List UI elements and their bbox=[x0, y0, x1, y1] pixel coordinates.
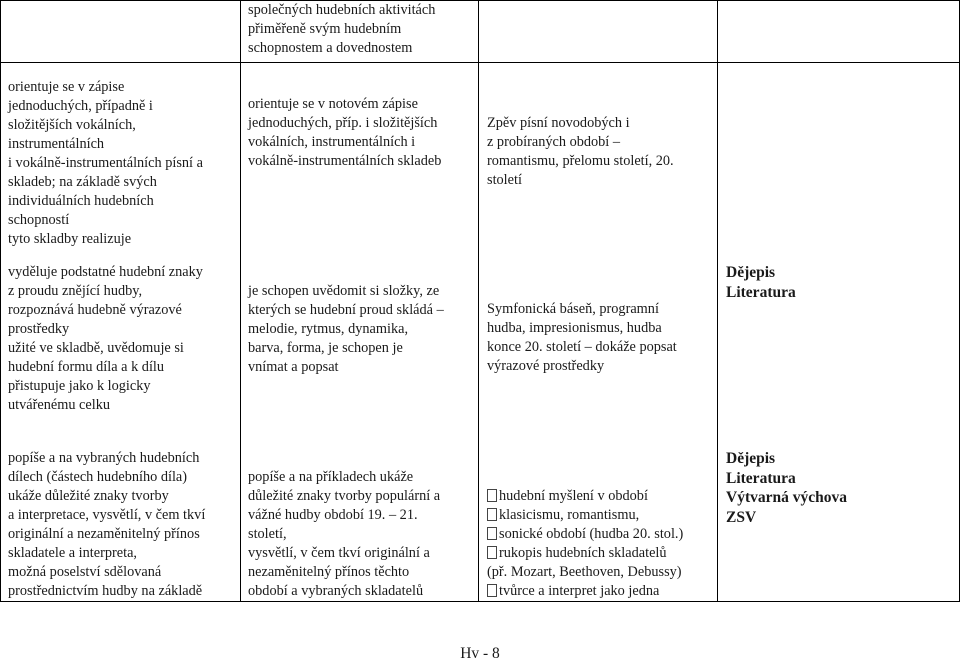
cell-line: vnímat a popsat bbox=[248, 359, 339, 375]
column-border bbox=[240, 0, 241, 602]
cell-line: Literatura bbox=[726, 469, 796, 487]
cell-line: tyto skladby realizuje bbox=[8, 231, 132, 247]
cell-line: společných hudebních aktivitách bbox=[248, 2, 436, 18]
table-cell bbox=[248, 1, 476, 58]
cell-line: ZSV bbox=[726, 508, 757, 526]
cell-line: vážné hudby období 19. – 21. bbox=[248, 507, 418, 523]
cell-line: skladatele a interpreta, bbox=[8, 545, 138, 561]
table-top-border bbox=[0, 0, 960, 1]
cell-line: jednoduchých, případně i bbox=[8, 98, 153, 114]
table-cell bbox=[726, 449, 956, 527]
cell-line: nezaměnitelný přínos těchto bbox=[248, 564, 410, 580]
cell-line: konce 20. století – dokáže popsat bbox=[487, 339, 677, 355]
cell-line: orientuje se v notovém zápise bbox=[248, 96, 418, 112]
cell-line: Literatura bbox=[726, 283, 796, 301]
bullet-box-icon bbox=[487, 508, 497, 521]
table-cell bbox=[248, 468, 476, 601]
bullet-box-icon bbox=[487, 527, 497, 540]
cell-line: vokálních, instrumentálních i bbox=[248, 134, 416, 150]
cell-line: kterých se hudební proud skládá – bbox=[248, 302, 444, 318]
cell-line: přiměřeně svým hudebním bbox=[248, 21, 402, 37]
cell-line: století bbox=[487, 172, 522, 188]
cell-line: důležité znaky tvorby populární a bbox=[248, 488, 441, 504]
cell-line: století, bbox=[248, 526, 287, 542]
cell-line: vysvětlí, v čem tkví originální a bbox=[248, 545, 430, 561]
cell-line: Výtvarná výchova bbox=[726, 489, 847, 506]
cell-line: z probíraných období – bbox=[487, 134, 621, 150]
cell-line: prostředky bbox=[8, 321, 70, 337]
cell-line: schopnostem a dovednostem bbox=[248, 40, 413, 56]
cell-line: dílech (částech hudebního díla) bbox=[8, 469, 188, 485]
table-cell bbox=[726, 263, 956, 302]
table-cell bbox=[487, 114, 715, 190]
cell-line: melodie, rytmus, dynamika, bbox=[248, 321, 409, 337]
bullet-box-icon bbox=[487, 489, 497, 502]
bullet-box-icon bbox=[487, 584, 497, 597]
cell-line: ukáže důležité znaky tvorby bbox=[8, 488, 169, 504]
row-separator bbox=[0, 62, 960, 63]
cell-line: rozpoznává hudebně výrazové bbox=[8, 302, 182, 318]
column-border bbox=[0, 0, 1, 602]
cell-line: Symfonická báseň, programní bbox=[487, 301, 659, 317]
cell-line: schopností bbox=[8, 212, 70, 228]
cell-line: utvářenému celku bbox=[8, 397, 111, 413]
list-item: rukopis hudebních skladatelů bbox=[487, 544, 715, 563]
cell-line: instrumentálních bbox=[8, 136, 105, 152]
cell-line: prostřednictvím hudby na základě bbox=[8, 583, 203, 599]
table-cell bbox=[248, 282, 476, 377]
cell-line: individuálních hudebních bbox=[8, 193, 154, 209]
cell-line: hudba, impresionismus, hudba bbox=[487, 320, 662, 336]
cell-line: romantismu, přelomu století, 20. bbox=[487, 153, 674, 169]
cell-line: jednoduchých, příp. i složitějších bbox=[248, 115, 438, 131]
cell-line: výrazové prostředky bbox=[487, 358, 605, 374]
cell-line: i vokálně-instrumentálních písní a bbox=[8, 155, 203, 171]
cell-line: vokálně-instrumentálních skladeb bbox=[248, 153, 442, 169]
column-border bbox=[717, 0, 718, 602]
list-item: sonické období (hudba 20. stol.) bbox=[487, 525, 715, 544]
table-cell bbox=[487, 300, 715, 376]
cell-line: Dějepis bbox=[726, 450, 776, 467]
cell-line: vyděluje podstatné hudební znaky bbox=[8, 264, 203, 280]
cell-line: originální a nezaměnitelný přínos bbox=[8, 526, 200, 542]
cell-line: (př. Mozart, Beethoven, Debussy) bbox=[487, 564, 682, 580]
cell-line: přistupuje jako k logicky bbox=[8, 378, 151, 394]
bullet-box-icon bbox=[487, 546, 497, 559]
list-item: hudební myšlení v období bbox=[487, 487, 715, 506]
table-cell bbox=[8, 78, 238, 249]
list-item: klasicismu, romantismu, bbox=[487, 506, 715, 525]
cell-line: a interpretace, vysvětlí, v čem tkví bbox=[8, 507, 206, 523]
table-cell bbox=[487, 487, 715, 601]
cell-line: je schopen uvědomit si složky, ze bbox=[248, 283, 440, 299]
cell-line: Zpěv písní novodobých i bbox=[487, 115, 630, 131]
cell-line: hudební formu díla a k dílu bbox=[8, 359, 165, 375]
cell-line: z proudu znějící hudby, bbox=[8, 283, 143, 299]
table-cell bbox=[248, 95, 476, 171]
page-footer: Hv - 8 bbox=[460, 645, 500, 662]
column-border bbox=[478, 0, 479, 602]
cell-line: orientuje se v zápise bbox=[8, 79, 125, 95]
table-cell bbox=[8, 449, 238, 601]
cell-line: barva, forma, je schopen je bbox=[248, 340, 403, 356]
cell-line: možná poselství sdělovaná bbox=[8, 564, 162, 580]
cell-line: Dějepis bbox=[726, 264, 776, 281]
cell-line: období a vybraných skladatelů bbox=[248, 583, 424, 599]
cell-line: popíše a na příkladech ukáže bbox=[248, 469, 414, 485]
cell-line: složitějších vokálních, bbox=[8, 117, 136, 133]
cell-line: skladeb; na základě svých bbox=[8, 174, 157, 190]
list-item: tvůrce a interpret jako jedna bbox=[487, 582, 715, 601]
table-bottom-border bbox=[0, 601, 960, 602]
cell-line: užité ve skladbě, uvědomuje si bbox=[8, 340, 184, 356]
cell-line: popíše a na vybraných hudebních bbox=[8, 450, 200, 466]
table-cell bbox=[8, 263, 238, 415]
